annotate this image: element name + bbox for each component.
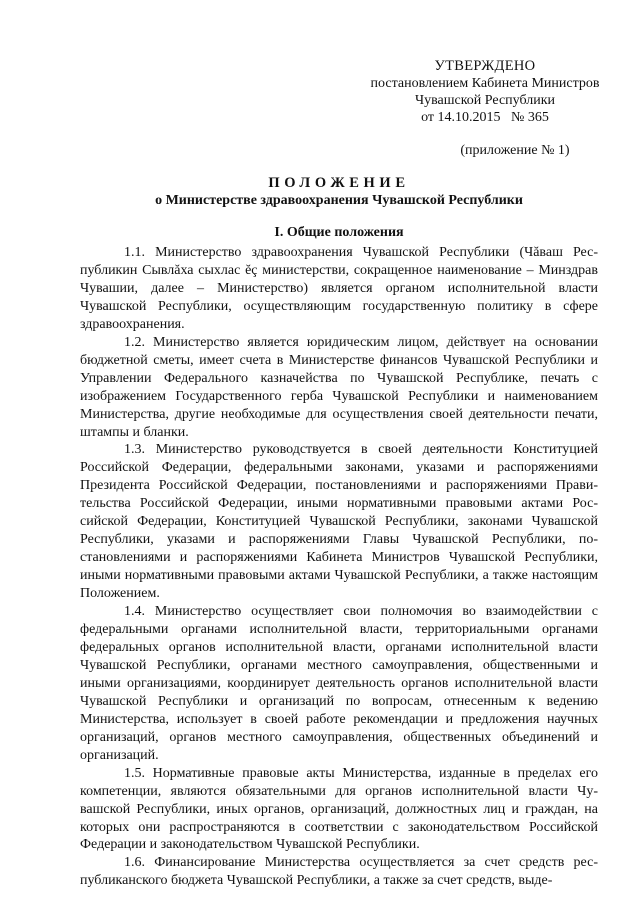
paragraph-1-4: 1.4. Министерство осуществляет свои полномочия во взаимодействии с федеральными органами исполнительной власти, территориальными органами федеральных органов исполнительной власти, органами исполнительной власти Чувашской Республики, органами местного самоуправления, общественными и иными организациями, координирует деятельность органов исполнительной власти Чувашской Республики и организаций по вопросам, отнесенным к ведению Министерства, использует в своей работе рекомендации и предложения научных организаций, органов местного самоуправления, общественных объединений и организаций. xyxy=(80,604,598,763)
document-body xyxy=(80,244,598,890)
paragraph-1-3: 1.3. Министерство руководствуется в своей деятельности Конституцией Российской Федерации, федеральными законами, указами и распоряжениями Президента Российской Федерации, постановлениями и распоряжениями Правительства Российской Федерации, иными нормативными правовыми актами Российской Федерации, Конституцией Чувашской Республики, законами Чувашской Республики, указами и распоряжениями Главы Чувашской Республики, постановлениями и распоряжениями Кабинета Министров Чувашской Республики, иными нормативными правовыми актами Чувашской Республики, а также настоящим Положением. xyxy=(80,442,598,602)
paragraph-1-2: 1.2. Министерство является юридическим лицом, действует на основании бюджетной сметы, имеет счета в Министерстве финансов Чувашской Республики и Управлении Федерального казначейства по Чувашской Республике, печать с изображением Государственного герба Чувашской Республики и наименованием Министерства, другие необходимые для осуществления своей деятельности печати, штампы и бланки. xyxy=(80,334,598,440)
approval-line-2: Чувашской Республики xyxy=(414,93,556,108)
paragraph-1-6: 1.6. Финансирование Министерства осуществляется за счет средств республиканского бюджета Чувашской Республики, а также за счет средств, выде- xyxy=(80,855,598,889)
section-heading: I. Общие положения xyxy=(274,225,404,240)
approval-stamp xyxy=(360,58,610,126)
document-title: ПОЛОЖЕНИЕ xyxy=(268,175,410,191)
approval-title: УТВЕРЖДЕНО xyxy=(434,58,536,74)
approval-line-1: постановлением Кабинета Министров xyxy=(370,76,600,91)
paragraph-1-1: 1.1. Министерство здравоохранения Чувашской Республики (Чăваш Республикин Сывлăха сыхлас ĕç министерстви, сокращенное наименование – Минздрав Чувашии, далее – Министерство) является органом исполнительной власти Чувашской Республики, осуществляющим государственную политику в сфере здравоохранения. xyxy=(80,245,598,332)
document-subtitle: о Министерстве здравоохранения Чувашской Республики xyxy=(155,193,523,208)
approval-line-3: от 14.10.2015 № 365 xyxy=(421,110,549,125)
paragraph-1-5: 1.5. Нормативные правовые акты Министерства, изданные в пределах его компетенции, являются обязательными для органов исполнительной власти Чувашской Республики, иных органов, организаций, должностных лиц и граждан, на которых они распространяются в соответствии с законодательством Российской Федерации и законодательством Чувашской Республики. xyxy=(80,765,598,853)
appendix-note: (приложение № 1) xyxy=(460,143,570,158)
